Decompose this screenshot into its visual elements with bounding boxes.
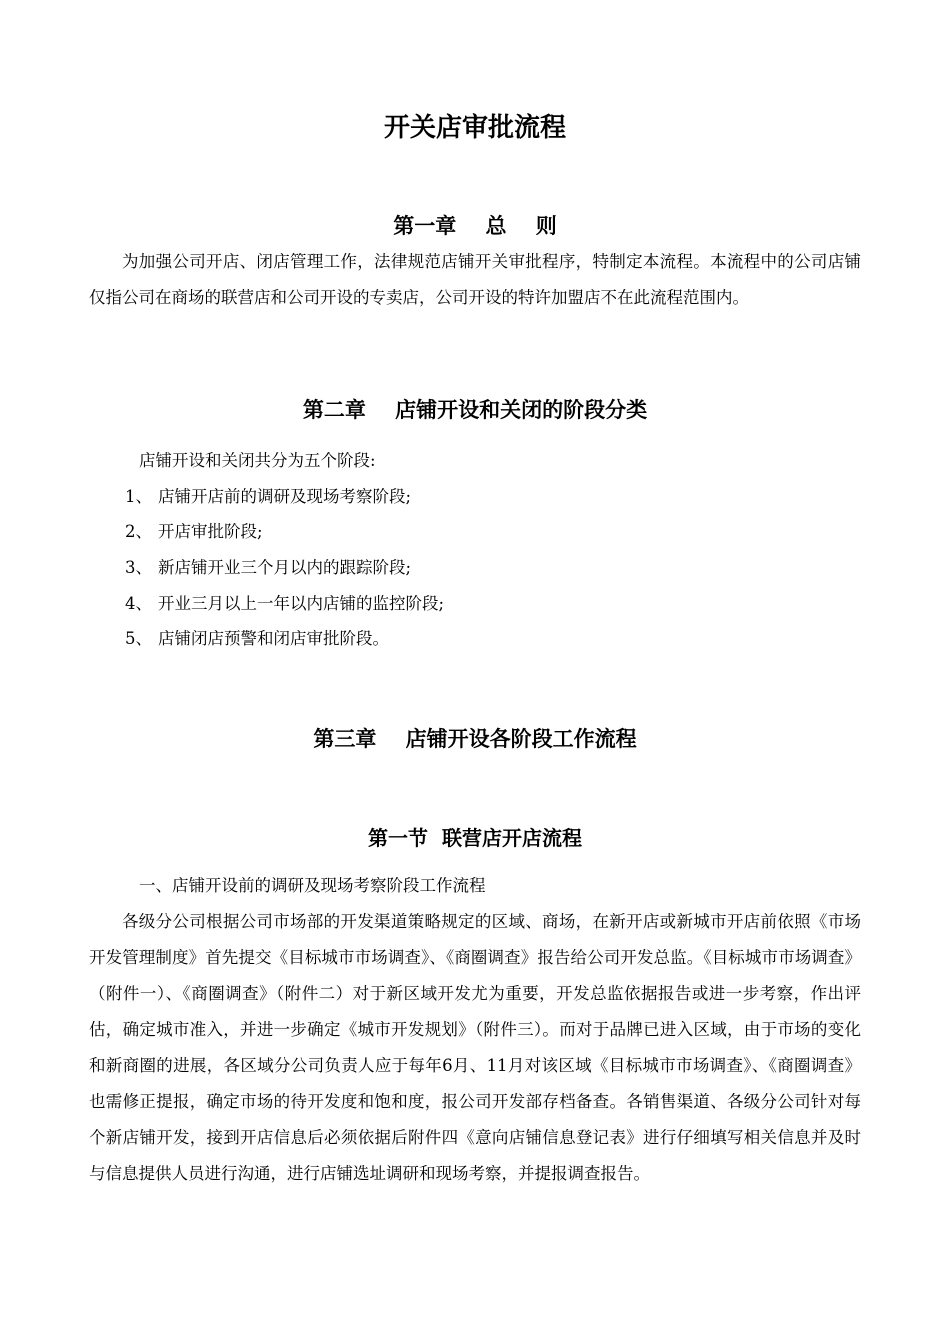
stage-number: 3、	[125, 558, 152, 577]
stage-item-1	[125, 482, 411, 512]
stage-text: 店铺开店前的调研及现场考察阶段;	[158, 487, 412, 506]
section-1-heading: 第一节 联营店开店流程	[368, 826, 582, 850]
stage-item-5	[125, 624, 389, 654]
stage-item-3	[125, 553, 411, 583]
stage-item-2	[125, 517, 263, 547]
stage-number: 1、	[125, 487, 152, 506]
stage-item-4	[125, 589, 444, 619]
stage-text: 开店审批阶段;	[158, 522, 263, 541]
stage-number: 2、	[125, 522, 152, 541]
stage-text: 店铺闭店预警和闭店审批阶段。	[158, 629, 389, 648]
stage-text: 新店铺开业三个月以内的跟踪阶段;	[158, 558, 412, 577]
section-1-subheading: 一、店铺开设前的调研及现场考察阶段工作流程	[139, 876, 486, 895]
document-title: 开关店审批流程	[383, 113, 566, 143]
stages-intro: 店铺开设和关闭共分为五个阶段:	[139, 451, 376, 470]
chapter-1-paragraph: 为加强公司开店、闭店管理工作，法律规范店铺开关审批程序，特制定本流程。本流程中的公司店铺仅指公司在商场的联营店和公司开设的专卖店，公司开设的特许加盟店不在此流程范围内。	[89, 252, 861, 307]
chapter-3-heading: 第三章 店铺开设各阶段工作流程	[313, 727, 637, 751]
section-1-paragraph: 各级分公司根据公司市场部的开发渠道策略规定的区域、商场，在新开店或新城市开店前依照《市场开发管理制度》首先提交《目标城市市场调查》、《商圈调查》报告给公司开发总监。《目标城市市场调查》（附件一）、《商圈调查》（附件二）对于新区域开发尤为重要，开发总监依据报告或进一步考察，作出评估，确定城市准入，并进一步确定《城市开发规划》（附件三）。而对于品牌已进入区域，由于市场的变化和新商圈的进展，各区域分公司负责人应于每年6月、11月对该区域《目标城市市场调查》、《商圈调查》也需修正提报，确定市场的待开发度和饱和度，报公司开发部存档备查。各销售渠道、各级分公司针对每个新店铺开发，接到开店信息后必须依据后附件四《意向店铺信息登记表》进行仔细填写相关信息并及时与信息提供人员进行沟通，进行店铺选址调研和现场考察，并提报调查报告。	[89, 912, 861, 1183]
stage-number: 5、	[125, 629, 152, 648]
chapter-1-heading: 第一章 总 则	[393, 214, 557, 238]
stage-number: 4、	[125, 594, 152, 613]
stage-text: 开业三月以上一年以内店铺的监控阶段;	[158, 594, 445, 613]
chapter-2-heading: 第二章 店铺开设和关闭的阶段分类	[302, 398, 648, 422]
